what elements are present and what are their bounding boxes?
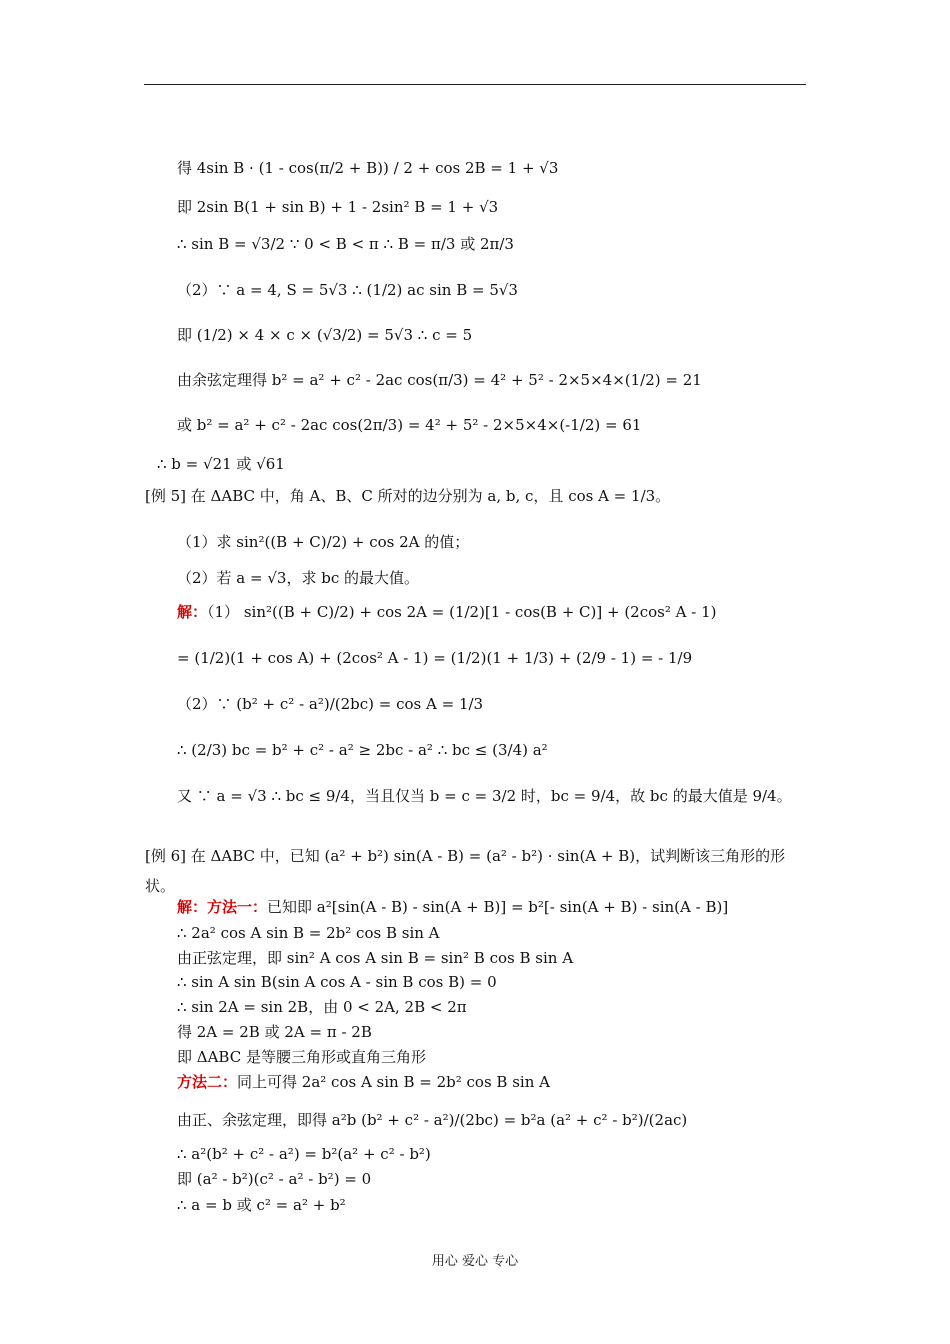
solution-6-line-1: 解：方法一：已知即 a²[sin(A - B) - sin(A + B)] = b²[- sin(A + B) - sin(A - B)] [177,898,729,916]
line-8: ∴ b = √21 或 √61 [157,455,285,473]
solution-6-line-3: 由正弦定理，即 sin² A cos A sin B = sin² B cos B sin A [177,949,574,967]
line-1: 得 4sin B · (1 - cos(π/2 + B)) / 2 + cos 2B = 1 + √3 [177,159,559,177]
solution-6-line-10: ∴ a²(b² + c² - a²) = b²(a² + c² - b²) [177,1145,431,1163]
line-2: 即 2sin B(1 + sin B) + 1 - 2sin² B = 1 + √3 [177,198,499,216]
line-5: 即 (1/2) × 4 × c × (√3/2) = 5√3 ∴ c = 5 [177,326,473,344]
solution-6-line-12: ∴ a = b 或 c² = a² + b² [177,1196,346,1214]
solution-5-line-3: （2）∵ (b² + c² - a²)/(2bc) = cos A = 1/3 [177,695,484,713]
line-4: （2）∵ a = 4, S = 5√3 ∴ (1/2) ac sin B = 5√3 [177,281,518,299]
solution-label: 解： [177,603,208,621]
solution-5-line-2: = (1/2)(1 + cos A) + (2cos² A - 1) = (1/2)(1 + 1/3) + (2/9 - 1) = - 1/9 [177,649,693,667]
example-5-title: [例 5] 在 ΔABC 中，角 A、B、C 所对的边分别为 a, b, c，且 cos A = 1/3。 [145,487,671,505]
solution-5-line-4: ∴ (2/3) bc = b² + c² - a² ≥ 2bc - a² ∴ bc ≤ (3/4) a² [177,741,548,759]
example-6-title: [例 6] 在 ΔABC 中，已知 (a² + b²) sin(A - B) = (a² - b²) · sin(A + B)，试判断该三角形的形 [145,847,786,865]
solution-6-line-7: 即 ΔABC 是等腰三角形或直角三角形 [177,1048,426,1066]
line-7: 或 b² = a² + c² - 2ac cos(2π/3) = 4² + 5² - 2×5×4×(-1/2) = 61 [177,416,642,434]
example-5-q2: （2）若 a = √3，求 bc 的最大值。 [177,569,420,587]
example-6-title-cont: 状。 [145,877,176,895]
solution-6-line-9: 由正、余弦定理，即得 a²b (b² + c² - a²)/(2bc) = b²a (a² + c² - b²)/(2ac) [177,1111,688,1129]
header-rule [144,84,806,85]
method-1-label: 解：方法一： [177,898,268,916]
line-6: 由余弦定理得 b² = a² + c² - 2ac cos(π/3) = 4² + 5² - 2×5×4×(1/2) = 21 [177,371,702,389]
solution-6-line-4: ∴ sin A sin B(sin A cos A - sin B cos B) = 0 [177,973,497,991]
example-5-q1: （1）求 sin²((B + C)/2) + cos 2A 的值； [177,533,470,551]
solution-6-line-11: 即 (a² - b²)(c² - a² - b²) = 0 [177,1170,372,1188]
solution-5-line-5: 又 ∵ a = √3 ∴ bc ≤ 9/4，当且仅当 b = c = 3/2 时，bc = 9/4，故 bc 的最大值是 9/4。 [177,787,792,805]
solution-6-line-5: ∴ sin 2A = sin 2B，由 0 < 2A, 2B < 2π [177,998,467,1016]
solution-5-line-1: 解：（1） sin²((B + C)/2) + cos 2A = (1/2)[1 - cos(B + C)] + (2cos² A - 1) [177,603,717,621]
method-2-label: 方法二： [177,1073,238,1091]
line-3: ∴ sin B = √3/2 ∵ 0 < B < π ∴ B = π/3 或 2π/3 [177,235,514,253]
page-footer: 用心 爱心 专心 [431,1254,519,1269]
solution-6-line-8: 方法二：同上可得 2a² cos A sin B = 2b² cos B sin A [177,1073,550,1091]
solution-6-line-2: ∴ 2a² cos A sin B = 2b² cos B sin A [177,924,440,942]
solution-6-line-6: 得 2A = 2B 或 2A = π - 2B [177,1023,372,1041]
